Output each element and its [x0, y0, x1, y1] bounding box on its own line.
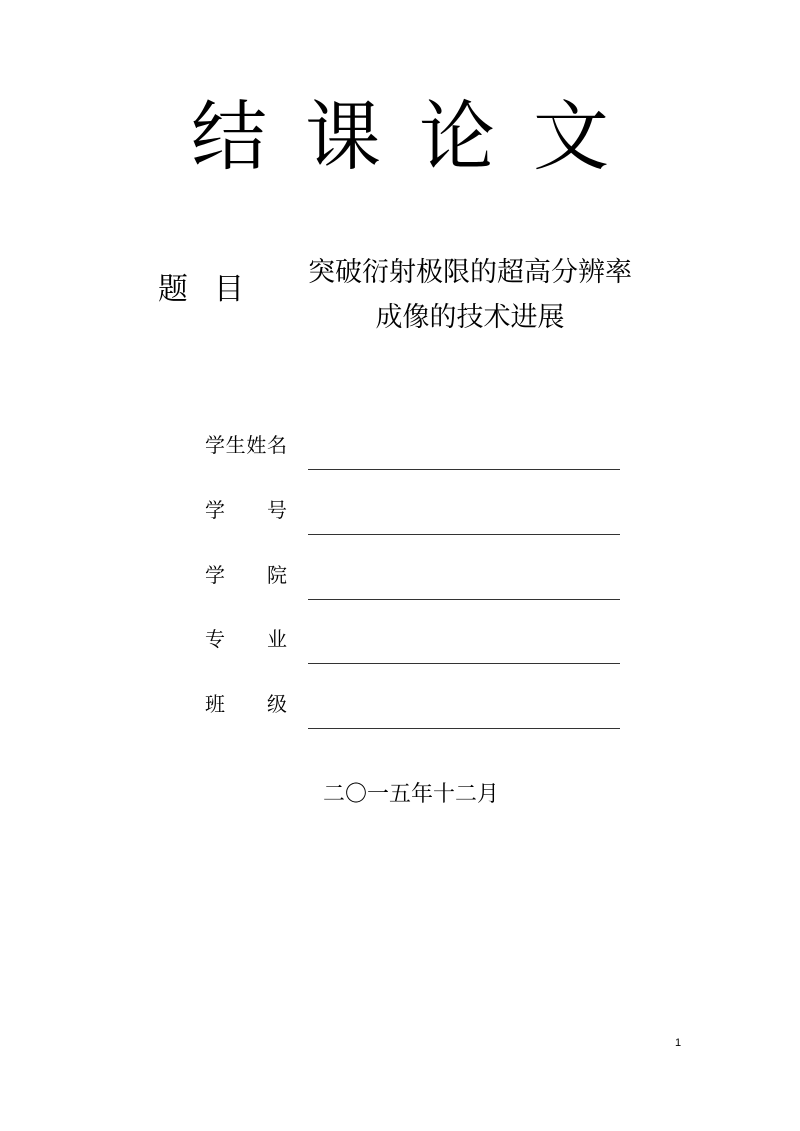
field-line-class[interactable] [308, 728, 620, 729]
field-line-college[interactable] [308, 599, 620, 600]
document-date: 二〇一五年十二月 [322, 782, 499, 807]
field-class [205, 691, 620, 731]
field-label-college: 学院 [205, 563, 287, 587]
field-line-student-id[interactable] [308, 534, 620, 535]
field-label-major: 专业 [205, 627, 287, 651]
field-line-major[interactable] [308, 663, 620, 664]
field-line-student-name[interactable] [308, 469, 620, 470]
field-label-student-name: 学生姓名 [205, 433, 287, 457]
topic-label: 题目 [158, 272, 270, 307]
field-label-class: 班级 [205, 692, 287, 716]
field-major [205, 626, 620, 666]
topic-title-line-1: 突破衍射极限的超高分辨率 [308, 257, 632, 288]
document-title: 结课论文 [191, 92, 647, 181]
topic-title [270, 250, 670, 340]
field-student-id [205, 497, 620, 537]
field-label-student-id: 学号 [205, 498, 287, 522]
page-number: 1 [674, 1037, 682, 1049]
field-student-name [205, 432, 620, 472]
field-college [205, 562, 620, 602]
topic-title-line-2: 成像的技术进展 [375, 302, 565, 333]
